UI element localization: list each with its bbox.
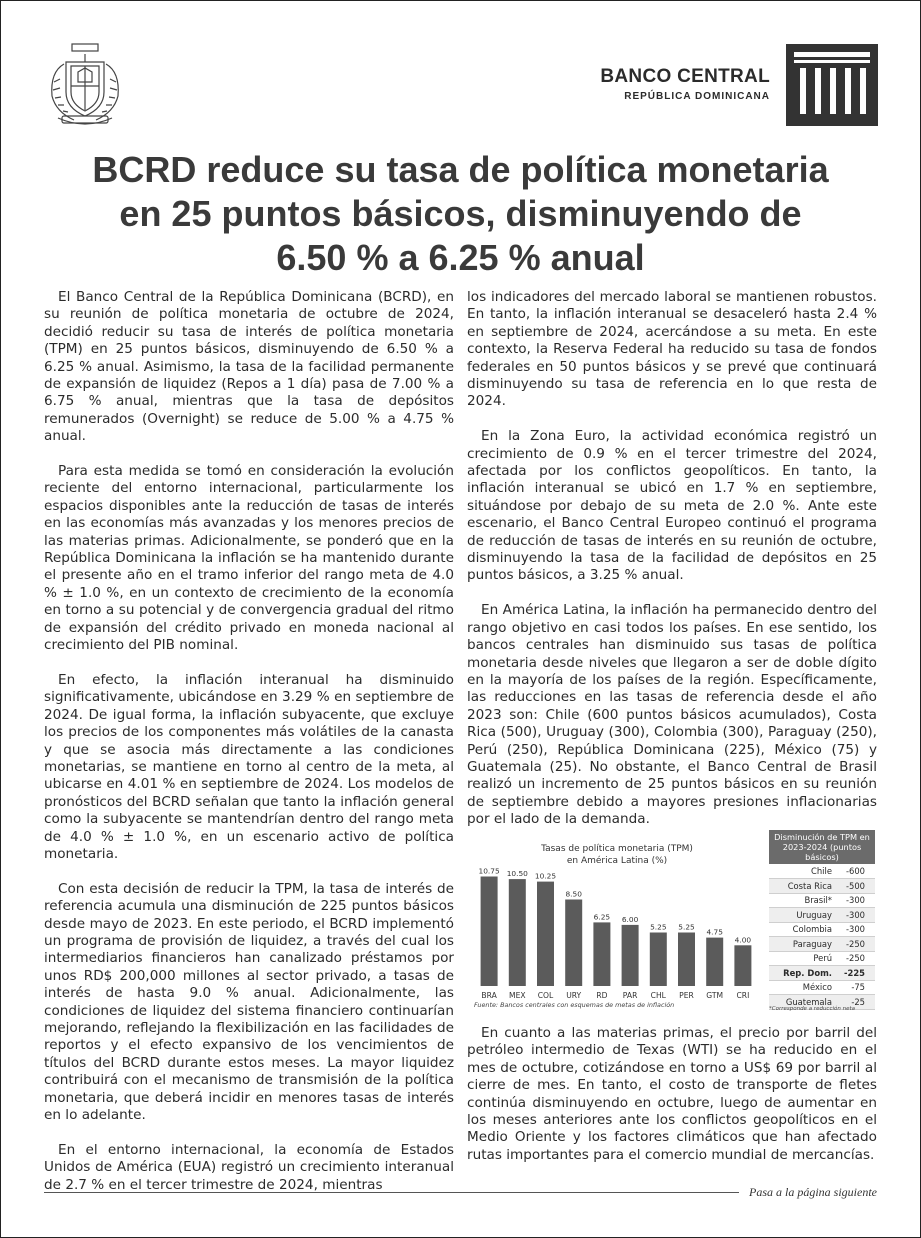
bar-mex <box>509 879 526 986</box>
bar-value-label: 10.25 <box>534 871 557 881</box>
bar-rd <box>593 922 610 986</box>
right-column <box>467 289 877 846</box>
paragraph: Para esta medida se tomó en consideración la evolución reciente del entorno internacional, particularmente los espacios disponibles ante la reducción de tasas de interés en las economías más avanzadas y los menores precios de las materias primas. Adicionalmente, se ponderó que en la República Dominicana la inflación se ha mantenido durante el presente año en el tramo inferior del rango meta de 4.0 % ± 1.0 %, en un contexto de crecimiento de la economía en torno a su potencial y de convergencia gradual del ritmo de expansión del crédito privado en moneda nacional al crecimiento del PIB nominal. <box>44 463 454 654</box>
bar-value-label: 6.00 <box>621 914 639 924</box>
bar-cri <box>734 945 751 986</box>
category-tick-label: CRI <box>736 991 750 1000</box>
left-column <box>44 289 454 1211</box>
paragraph: En cuanto a las materias primas, el precio por barril del petróleo intermedio de Texas (WTI) se ha reducido en el mes de octubre, cotizándose en torno a US$ 69 por barril al cierre de mes. En tanto, el costo de transporte de fletes continúa disminuyendo en octubre, luego de aumentar en los meses anteriores ante los conflictos geopolíticos en el Medio Oriente y los factores climáticos que han afectado rutas importantes para el comercio mundial de mercancías. <box>467 1025 877 1163</box>
bar-value-label: 8.50 <box>565 889 582 899</box>
category-tick-label: RD <box>596 991 608 1000</box>
footer-rule <box>44 1192 739 1193</box>
country-cell: Guatemala <box>769 995 835 1010</box>
paragraph: En América Latina, la inflación ha permanecido dentro del rango objetivo en casi todos los países. En ese sentido, los bancos centrales han disminuido sus tasas de política monetaria desde niveles que llegaron a ser de doble dígito en la mayoría de los países de la región. Específicamente, las reducciones en las tasas de referencia desde el año 2023 son: Chile (600 puntos básicos acumulados), Costa Rica (500), Uruguay (300), Colombia (300), Paraguay (250), Perú (250), República Dominicana (225), México (75) y Guatemala (25). No obstante, el Banco Central de Brasil realizó un incremento de 25 puntos básicos en su reunión de septiembre debido a mayores presiones inflacionarias por el lado de la demanda. <box>467 602 877 828</box>
value-cell: -250 <box>835 951 875 966</box>
brand-header <box>560 44 878 126</box>
bank-columns-icon <box>786 44 878 126</box>
coat-of-arms-icon <box>44 42 126 126</box>
headline-line-2: en 25 puntos básicos, disminuyendo de <box>119 193 802 234</box>
value-cell: -300 <box>835 922 875 937</box>
country-cell: Rep. Dom. <box>769 966 835 981</box>
category-tick-label: URY <box>566 991 582 1000</box>
table-title: Disminución de TPM en 2023-2024 (puntos básicos) <box>769 830 875 864</box>
paragraph: En el entorno internacional, la economía de Estados Unidos de América (EUA) registró un crecimiento interanual de 2.7 % en el tercer trimestre de 2024, mientras <box>44 1141 454 1193</box>
chart-subtitle: en América Latina (%) <box>566 856 668 866</box>
chart-source: Fuente: Bancos centrales con esquemas de metas de inflación <box>474 1001 675 1009</box>
value-cell: -600 <box>835 864 875 879</box>
country-cell: Paraguay <box>769 937 835 952</box>
headline-line-3: 6.50 % a 6.25 % anual <box>276 237 645 278</box>
tpm-reduction-table <box>769 830 875 1010</box>
paragraph: El Banco Central de la República Dominicana (BCRD), en su reunión de política monetaria de octubre de 2024, decidió reducir su tasa de interés de política monetaria (TPM) en 25 puntos básicos, disminuyendo de 6.50 % a 6.25 % anual. Asimismo, la tasa de la facilidad permanente de expansión de liquidez (Repos a 1 día) pasa de 7.00 % a 6.75 % anual, mientras que la tasa de depósitos remunerados (Overnight) se reduce de 5.00 % a 4.75 % anual. <box>44 289 454 445</box>
table-note: *Corresponde a reducción neta <box>769 1006 856 1012</box>
bar-value-label: 4.75 <box>706 927 723 937</box>
value-cell: -300 <box>835 893 875 908</box>
bar-bra <box>481 877 498 987</box>
brand-subtitle: REPÚBLICA DOMINICANA <box>624 91 770 102</box>
bar-gtm <box>706 938 723 986</box>
category-tick-label: PER <box>679 991 694 1000</box>
bar-value-label: 4.00 <box>734 935 752 945</box>
table-row <box>769 893 875 908</box>
paragraph: Con esta decisión de reducir la TPM, la tasa de interés de referencia acumula una disminución de 225 puntos básicos desde mayo de 2023. En este periodo, el BCRD implementó un programa de provisión de liquidez, a través del cual los intermediarios financieros han canalizado préstamos por unos RD$ 200,000 millones al sector privado, a tasas de interés de hasta 9.0 % anual. Adicionalmente, las condiciones de liquidez del sistema financiero continuarían mejorando, reflejando la flexibilización en las facilidades de reportos y el efecto expansivo de los vencimientos de títulos del BCRD durante estos meses. La mayor liquidez contribuirá con el mecanismo de transmisión de la política monetaria, que deberá incidir en menores tasas de interés en lo adelante. <box>44 880 454 1124</box>
value-cell: -25 <box>835 995 875 1010</box>
bar-value-label: 10.50 <box>506 869 528 879</box>
table-row <box>769 937 875 952</box>
country-cell: Uruguay <box>769 908 835 923</box>
country-cell: Costa Rica <box>769 879 835 894</box>
bar-value-label: 5.25 <box>678 922 695 932</box>
table-row-highlight <box>769 966 875 981</box>
bar-par <box>622 925 639 986</box>
bar-ury <box>565 900 582 987</box>
value-cell: -300 <box>835 908 875 923</box>
bar-value-label: 10.75 <box>478 866 500 876</box>
bar-value-label: 6.25 <box>593 912 611 922</box>
value-cell: -225 <box>835 966 875 981</box>
headline-line-1: BCRD reduce su tasa de política monetaria <box>92 149 829 190</box>
category-tick-label: BRA <box>481 991 497 1000</box>
value-cell: -250 <box>835 937 875 952</box>
category-tick-label: PAR <box>622 991 638 1000</box>
bar-value-label: 5.25 <box>650 922 667 932</box>
paragraph: En efecto, la inflación interanual ha disminuido significativamente, ubicándose en 3.29 % en septiembre de 2024. De igual forma, la inflación subyacente, que excluye los precios de los componentes más volátiles de la canasta y que se asocia más directamente a las condiciones monetarias, se mantiene en torno al centro de la meta, al ubicarse en 4.01 % en septiembre de 2024. Los modelos de pronósticos del BCRD señalan que tanto la inflación general como la subyacente se mantendrían dentro del rango meta de 4.0 % ± 1.0 %, en un escenario activo de política monetaria. <box>44 671 454 862</box>
chart-block <box>469 830 877 1016</box>
bar-chl <box>650 933 667 987</box>
country-cell: México <box>769 980 835 995</box>
table-row <box>769 980 875 995</box>
table-row <box>769 951 875 966</box>
country-cell: Colombia <box>769 922 835 937</box>
table-row <box>769 864 875 879</box>
bar-per <box>678 933 695 987</box>
category-tick-label: MEX <box>509 991 526 1000</box>
country-cell: Chile <box>769 864 835 879</box>
category-tick-label: GTM <box>706 991 724 1000</box>
country-cell: Perú <box>769 951 835 966</box>
table-row <box>769 922 875 937</box>
tpm-bar-chart <box>469 830 765 1016</box>
value-cell: -75 <box>835 980 875 995</box>
brand-name: BANCO CENTRAL <box>600 66 770 87</box>
headline <box>40 148 881 280</box>
right-column-continued <box>467 1025 877 1182</box>
category-tick-label: CHL <box>650 991 666 1000</box>
bar-col <box>537 882 554 986</box>
table-row <box>769 879 875 894</box>
country-cell: Brasil* <box>769 893 835 908</box>
category-tick-label: COL <box>537 991 554 1000</box>
chart-title: Tasas de política monetaria (TPM) <box>541 844 693 854</box>
next-page-note: Pasa a la página siguiente <box>749 1185 877 1199</box>
value-cell: -500 <box>835 879 875 894</box>
table-row <box>769 908 875 923</box>
paragraph: los indicadores del mercado laboral se mantienen robustos. En tanto, la inflación interanual se desaceleró hasta 2.4 % en septiembre de 2024, acercándose a su meta. En este contexto, la Reserva Federal ha reducido su tasa de fondos federales en 50 puntos básicos y se prevé que continuará disminuyendo su tasa de referencia en lo que resta de 2024. <box>467 289 877 410</box>
paragraph: En la Zona Euro, la actividad económica registró un crecimiento de 0.9 % en el tercer trimestre del 2024, afectada por los conflictos geopolíticos. En tanto, la inflación interanual se ubicó en 1.7 % en septiembre, situándose por debajo de su meta de 2.0 %. Ante este escenario, el Banco Central Europeo continuó el programa de reducción de tasas de interés en su reunión de octubre, disminuyendo la tasa de la facilidad de depósitos en 25 puntos básicos, a 3.25 % anual. <box>467 428 877 584</box>
